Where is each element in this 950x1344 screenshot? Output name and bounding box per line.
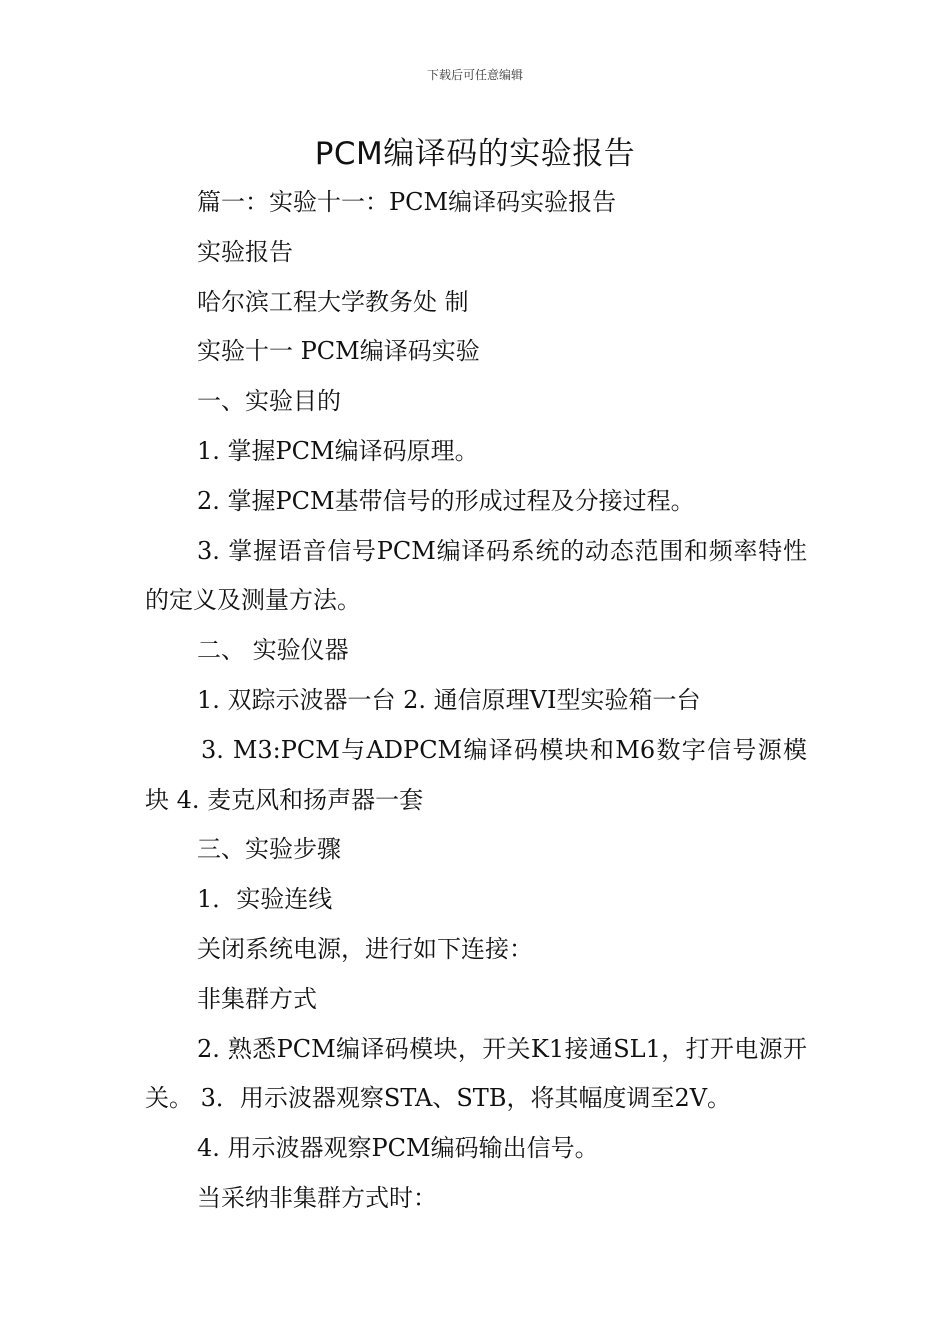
document-body xyxy=(145,178,807,1224)
paragraph-report-label: 实验报告 xyxy=(197,237,293,266)
section-heading-purpose: 一、实验目的 xyxy=(197,387,341,416)
list-item-purpose-1: 1. 掌握PCM编译码原理。 xyxy=(197,436,479,465)
list-item-purpose-2: 2. 掌握PCM基带信号的形成过程及分接过程。 xyxy=(197,486,695,515)
step-wiring: 1．实验连线 xyxy=(197,885,333,914)
list-item-instruments-3-4: 3. M3:PCM与ADPCM编译码模块和M6数字信号源模块 4. 麦克风和扬声器一套 xyxy=(145,735,807,814)
document-title: PCM编译码的实验报告 xyxy=(314,136,636,172)
step-non-cluster-mode: 当采纳非集群方式时： xyxy=(197,1183,437,1212)
page-header-note: 下载后可任意编辑 xyxy=(426,68,523,82)
step-module-and-observe: 2. 熟悉PCM编译码模块，开关K1接通SL1，打开电源开关。 3．用示波器观察STA、STB，将其幅度调至2V。 xyxy=(145,1034,807,1113)
paragraph-source-heading: 篇一：实验十一：PCM编译码实验报告 xyxy=(197,188,617,216)
section-heading-steps: 三、实验步骤 xyxy=(197,835,341,864)
list-item-purpose-3: 3. 掌握语音信号PCM编译码系统的动态范围和频率特性的定义及测量方法。 xyxy=(145,536,807,615)
step-wiring-instruction: 关闭系统电源，进行如下连接： xyxy=(197,934,533,963)
list-item-instruments-1-2: 1. 双踪示波器一台 2. 通信原理VI型实验箱一台 xyxy=(197,685,701,714)
paragraph-experiment-title: 实验十一 PCM编译码实验 xyxy=(197,337,480,366)
step-mode-label: 非集群方式 xyxy=(197,984,317,1013)
paragraph-institution: 哈尔滨工程大学教务处 制 xyxy=(197,287,469,316)
step-observe-output: 4. 用示波器观察PCM编码输出信号。 xyxy=(197,1134,599,1163)
section-heading-instruments: 二、 实验仪器 xyxy=(197,636,349,665)
